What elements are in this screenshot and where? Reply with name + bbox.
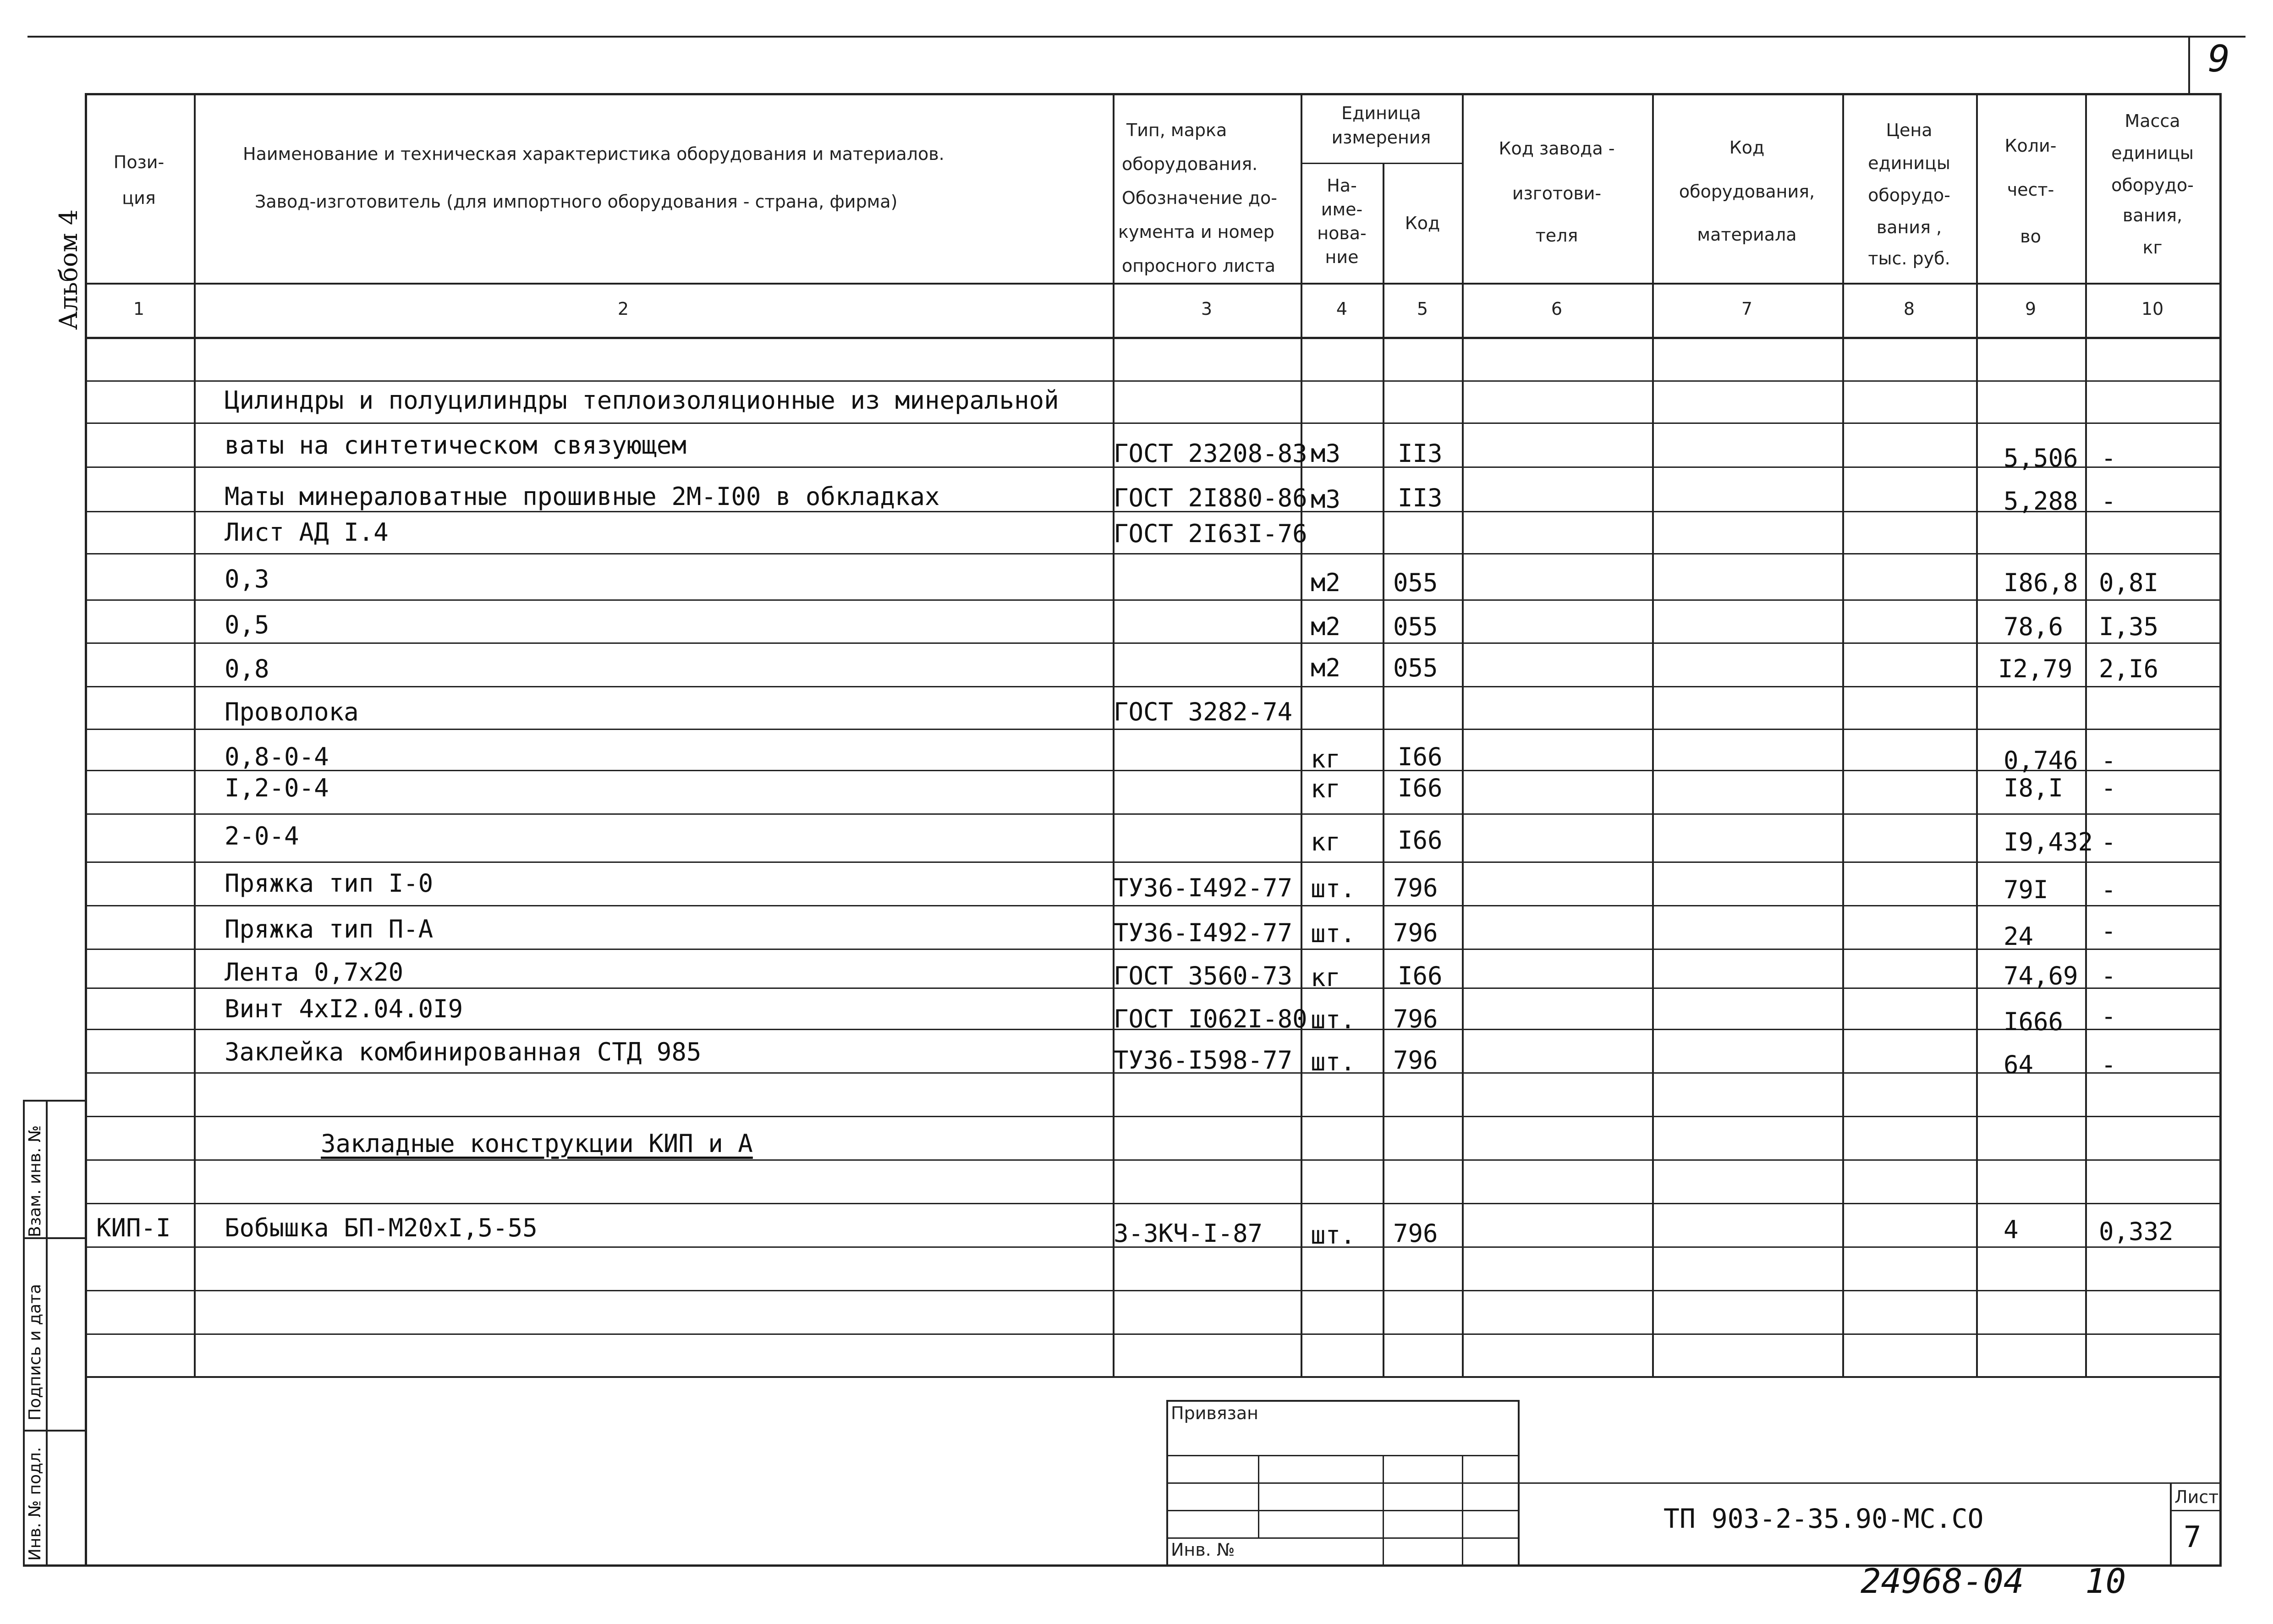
row-mass: 2,I6 (2099, 654, 2159, 683)
hdr-col10-l1: Масса (2125, 111, 2180, 131)
hdr-col3-l4: кумента и номер (1118, 222, 1274, 242)
row-name: ваты на синтетическом связующем (225, 431, 686, 460)
row-line (85, 861, 2220, 863)
album-label: Альбом 4 (54, 209, 83, 330)
row-name: Пряжка тип П-А (225, 915, 434, 944)
hdr-col9-l1: Коли- (2004, 136, 2057, 156)
hdr-col10-l5: кг (2142, 237, 2163, 258)
row-code: I66 (1398, 742, 1443, 771)
colnum-8: 8 (1903, 299, 1915, 319)
hdr-col10-l2: единицы (2111, 143, 2194, 163)
hdr-col8-l5: тыс. руб. (1868, 248, 1950, 269)
row-unit: шт. (1311, 1221, 1356, 1250)
col-line-3 (1301, 93, 1302, 1376)
row-mass: - (2101, 828, 2116, 856)
hdr-col9-l2: чест- (2007, 180, 2054, 200)
frame-top (85, 93, 2220, 95)
row-name: 0,8-0-4 (225, 742, 329, 771)
row-line (85, 949, 2220, 950)
row-line (85, 905, 2220, 906)
frame-right (2219, 93, 2222, 1566)
row-pos: КИП-I (96, 1213, 171, 1242)
side-label-podpis: Подпись и дата (26, 1284, 44, 1421)
row-line (85, 1159, 2220, 1161)
stamp-inv-label: Инв. № (1171, 1540, 1235, 1560)
row-line (85, 642, 2220, 644)
table-bottom-line (85, 1376, 2220, 1378)
unit-subheader-line (1301, 163, 1462, 164)
row-line (85, 770, 2220, 771)
hdr-col3-l1: Тип, марка (1126, 120, 1227, 140)
row-qty: 4 (2004, 1215, 2019, 1244)
row-qty: I86,8 (2004, 568, 2078, 597)
hdr-col5: Код (1405, 213, 1440, 233)
row-line (85, 686, 2220, 687)
col-line-4 (1383, 163, 1384, 1376)
row-doc: З-ЗКЧ-I-87 (1114, 1219, 1263, 1248)
row-doc: ТУ36-I492-77 (1114, 918, 1293, 947)
row-mass: - (2101, 1050, 2116, 1079)
stamp-grid-v3 (1462, 1455, 1463, 1565)
row-line (85, 813, 2220, 815)
row-mass: - (2101, 746, 2116, 775)
hdr-unit-group-l2: измерения (1331, 127, 1431, 148)
row-name: 0,3 (225, 565, 269, 593)
row-qty: 78,6 (2004, 612, 2064, 641)
hdr-col4-l3: нова- (1317, 223, 1367, 243)
row-code: II3 (1398, 483, 1443, 512)
hdr-col3-l3: Обозначение до- (1122, 188, 1277, 208)
hdr-col4-l4: ние (1325, 247, 1359, 267)
row-line (85, 422, 2220, 424)
row-name: Пряжка тип I-0 (225, 869, 434, 898)
col-line-9 (2085, 93, 2087, 1376)
sheet-box-sep (2170, 1510, 2220, 1511)
row-unit: кг (1311, 745, 1341, 774)
frame-left (85, 93, 87, 1566)
hdr-col2-l1: Наименование и техническая характеристика оборудования и материалов. (243, 144, 944, 164)
hdr-col10-l4: вания, (2122, 205, 2183, 225)
corner-page-number: 9 (2208, 38, 2230, 80)
row-line (85, 1333, 2220, 1335)
row-doc: ГОСТ 3282-74 (1114, 697, 1293, 726)
row-unit: м2 (1311, 568, 1341, 597)
row-code: II3 (1398, 439, 1443, 468)
hdr-col1-l2: ция (122, 188, 156, 208)
stamp-privyazan-label: Привязан (1171, 1403, 1258, 1423)
row-unit: кг (1311, 963, 1341, 992)
row-name: Проволока (225, 697, 359, 726)
row-doc: ТУ36-I598-77 (1114, 1046, 1293, 1075)
row-mass: - (2101, 487, 2116, 516)
row-unit: м3 (1311, 439, 1341, 468)
side-stamp-top (23, 1100, 85, 1102)
hdr-col8-l1: Цена (1886, 120, 1933, 140)
colnum-7: 7 (1741, 299, 1753, 319)
hdr-col7-l1: Код (1729, 137, 1765, 158)
row-mass: - (2101, 444, 2116, 472)
row-code: 055 (1393, 568, 1438, 597)
stamp-grid-h1 (1166, 1455, 1519, 1456)
row-qty: I2,79 (1998, 654, 2073, 683)
row-code: 796 (1393, 918, 1438, 947)
row-mass: I,35 (2099, 612, 2159, 641)
row-qty: I666 (2004, 1007, 2064, 1036)
hdr-col8-l4: вания , (1876, 217, 1942, 237)
row-name: Лента 0,7х20 (225, 958, 404, 987)
col-line-2 (1113, 93, 1115, 1376)
row-code: I66 (1398, 774, 1443, 802)
row-code: 796 (1393, 873, 1438, 902)
row-line (85, 380, 2220, 382)
row-unit: м2 (1311, 612, 1341, 641)
row-unit: шт. (1311, 1005, 1356, 1034)
row-unit: м2 (1311, 653, 1341, 682)
row-code: 055 (1393, 612, 1438, 641)
row-mass: - (2101, 875, 2116, 904)
sheet-box-left (2170, 1482, 2172, 1565)
row-qty: 5,288 (2004, 487, 2078, 516)
row-name: I,2-0-4 (225, 774, 329, 802)
stamp-grid-h3 (1166, 1510, 1519, 1511)
stamp-grid-h4 (1166, 1537, 1519, 1539)
row-qty: 24 (2004, 922, 2034, 951)
row-line (85, 1290, 2220, 1291)
hdr-col6-l1: Код завода - (1499, 138, 1615, 159)
side-label-inv-podl: Инв. № подл. (26, 1447, 44, 1561)
row-code: 796 (1393, 1219, 1438, 1248)
row-line (85, 1116, 2220, 1117)
row-name: 0,5 (225, 610, 269, 639)
hdr-col6-l2: изготови- (1512, 183, 1602, 203)
hdr-col9-l3: во (2020, 226, 2041, 247)
stamp-grid-h2 (1166, 1482, 2220, 1484)
corner-box-left (2188, 36, 2190, 95)
colnum-9: 9 (2025, 299, 2037, 319)
row-name: Цилиндры и полуцилиндры теплоизоляционные из минеральной (225, 386, 1059, 415)
row-doc: ТУ36-I492-77 (1114, 873, 1293, 902)
colnum-5: 5 (1417, 299, 1428, 319)
colnum-1: 1 (133, 299, 145, 319)
row-qty: 79I (2004, 875, 2048, 904)
row-mass: - (2101, 774, 2116, 802)
row-unit: шт. (1311, 874, 1356, 903)
header-bottom-line (85, 283, 2220, 285)
row-doc: ГОСТ 2I880-86 (1114, 483, 1307, 512)
row-name: Заклейка комбинированная СТД 985 (225, 1037, 702, 1066)
sheet-label: Лист (2174, 1487, 2219, 1507)
col-line-1 (194, 93, 196, 1376)
section-heading: Закладные конструкции КИП и А (321, 1129, 753, 1158)
colnum-2: 2 (617, 299, 629, 319)
row-qty: 74,69 (2004, 961, 2078, 990)
row-line (85, 553, 2220, 554)
row-name: Бобышка БП-М20хI,5-55 (225, 1213, 538, 1242)
row-name: 2-0-4 (225, 822, 299, 850)
top-rule (27, 36, 2246, 38)
row-unit: кг (1311, 828, 1341, 856)
hdr-col10-l3: оборудо- (2111, 175, 2194, 195)
row-name: Лист АД I.4 (225, 518, 389, 547)
row-mass: - (2101, 1002, 2116, 1031)
sheet-number: 7 (2184, 1520, 2202, 1554)
hdr-col8-l3: оборудо- (1868, 185, 1950, 205)
row-line (85, 599, 2220, 601)
hdr-unit-group-l1: Единица (1341, 103, 1421, 123)
row-qty: I9,432 (2004, 828, 2093, 856)
row-code: 796 (1393, 1004, 1438, 1033)
row-qty: 64 (2004, 1050, 2034, 1079)
row-unit: кг (1311, 774, 1341, 803)
row-qty: 0,746 (2004, 746, 2078, 775)
colnum-10: 10 (2141, 299, 2164, 319)
bottom-handwritten-number: 24968-04 10 (1861, 1562, 2126, 1601)
side-stamp-mid (46, 1100, 48, 1566)
row-mass: 0,332 (2099, 1217, 2174, 1246)
col-line-7 (1842, 93, 1844, 1376)
row-mass: - (2101, 961, 2116, 990)
row-mass: - (2101, 916, 2116, 945)
col-line-8 (1976, 93, 1978, 1376)
row-qty: 5,506 (2004, 444, 2078, 472)
hdr-col3-l5: опросного листа (1122, 256, 1276, 276)
row-name: Маты минераловатные прошивные 2М-I00 в обкладках (225, 482, 940, 511)
row-doc: ГОСТ I062I-80 (1114, 1004, 1307, 1033)
hdr-col7-l2: оборудования, (1679, 181, 1815, 202)
col-line-5 (1462, 93, 1464, 1376)
colnum-bottom-line (85, 337, 2220, 339)
stamp-grid-v1 (1258, 1455, 1259, 1537)
row-unit: м3 (1311, 485, 1341, 514)
stamp-privyazan-top (1166, 1400, 1519, 1402)
row-mass: 0,8I (2099, 568, 2159, 597)
side-stamp-sep2 (23, 1430, 85, 1432)
colnum-3: 3 (1201, 299, 1213, 319)
row-name: 0,8 (225, 654, 269, 683)
side-stamp-sep1 (23, 1237, 85, 1239)
hdr-col6-l3: теля (1535, 225, 1578, 246)
col-line-6 (1652, 93, 1654, 1376)
side-stamp-left (23, 1100, 25, 1566)
row-code: 055 (1393, 653, 1438, 682)
row-code: I66 (1398, 826, 1443, 855)
row-name: Винт 4хI2.04.0I9 (225, 994, 463, 1023)
colnum-4: 4 (1336, 299, 1348, 319)
row-unit: шт. (1311, 919, 1356, 948)
row-qty: I8,I (2004, 774, 2064, 802)
row-doc: ГОСТ 3560-73 (1114, 961, 1293, 990)
row-line (85, 729, 2220, 730)
stamp-grid-v2 (1383, 1455, 1384, 1565)
row-code: I66 (1398, 961, 1443, 990)
hdr-col2-l2: Завод-изготовитель (для импортного оборудования - страна, фирма) (255, 192, 898, 212)
doc-code: ТП 903-2-35.90-МС.СО (1664, 1503, 1984, 1534)
hdr-col3-l2: оборудования. (1122, 154, 1258, 174)
hdr-col8-l2: единицы (1868, 153, 1950, 173)
hdr-col4-l2: име- (1321, 199, 1363, 219)
hdr-col7-l3: материала (1697, 225, 1797, 245)
hdr-col1-l1: Пози- (113, 152, 165, 172)
colnum-6: 6 (1551, 299, 1563, 319)
row-unit: шт. (1311, 1048, 1356, 1076)
row-line (85, 1203, 2220, 1204)
row-code: 796 (1393, 1046, 1438, 1075)
side-label-vzam: Взам. инв. № (26, 1125, 44, 1237)
row-doc: ГОСТ 23208-83 (1114, 439, 1307, 468)
hdr-col4-l1: На- (1327, 176, 1357, 196)
row-doc: ГОСТ 2I63I-76 (1114, 519, 1307, 548)
